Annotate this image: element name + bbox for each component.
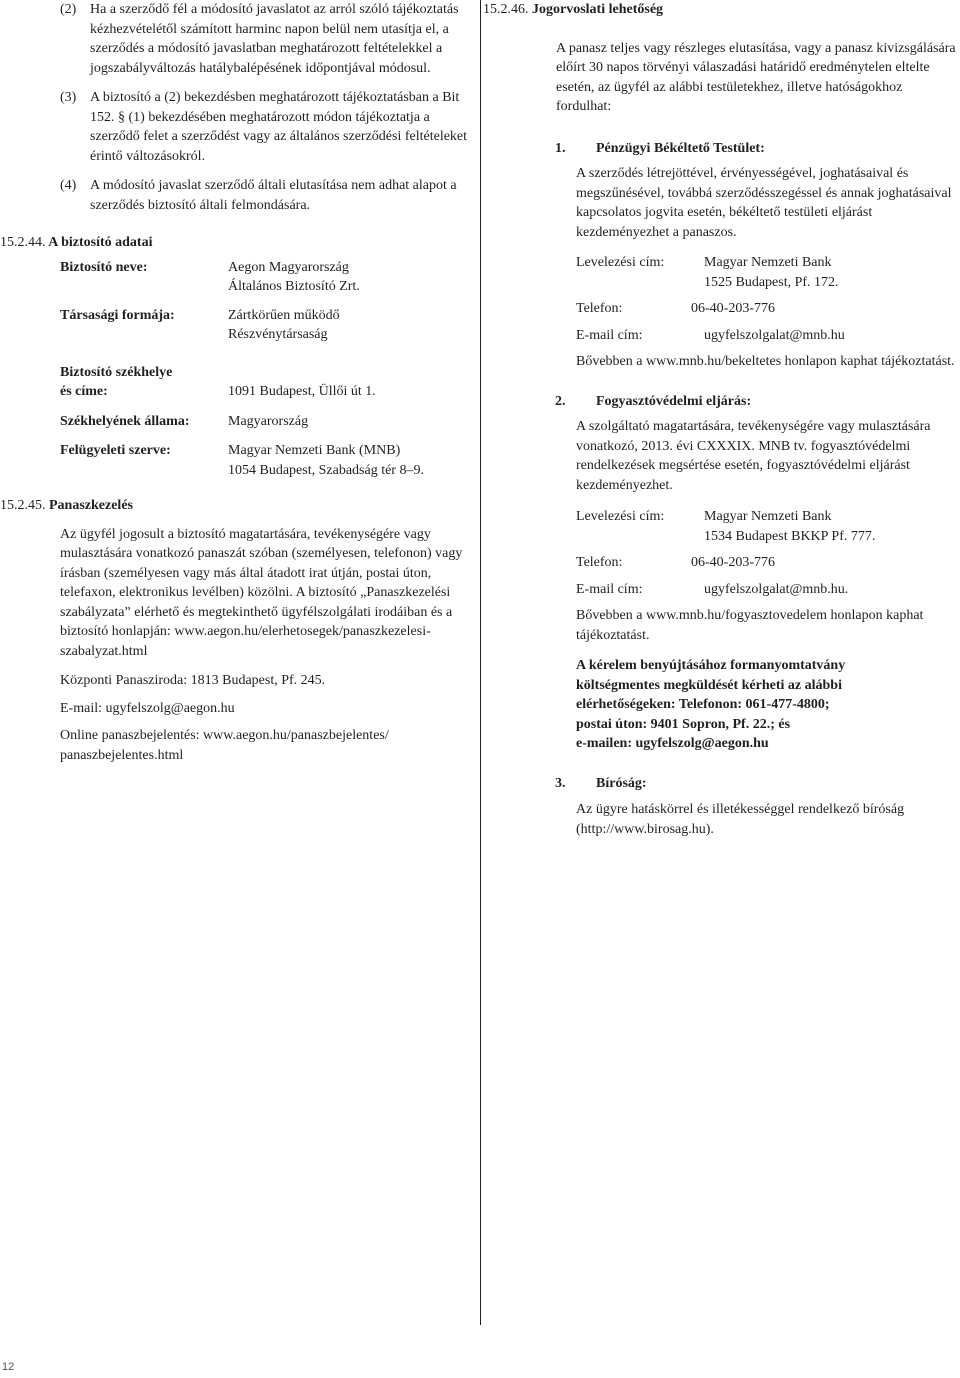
subsection-consumer-protection xyxy=(483,392,960,412)
arbitration-text: A szerződés létrejöttével, érvényességével, joghatásaival és megszűnésével, továbbá szerződésszegéssel és annak joghatásaival kapcsolatos jogvita esetén, békéltető testületi eljárást kezdeményezhet a panaszos. xyxy=(576,166,952,240)
court-body: Az ügyre hatáskörrel és illetékességgel rendelkező bíróság (http://www.birosag.hu). xyxy=(576,802,905,837)
complaints-office: Központi Panasziroda: 1813 Budapest, Pf. 245. xyxy=(60,673,326,688)
address-label: Levelezési cím: xyxy=(576,255,665,270)
arbitration-email-row xyxy=(576,326,960,346)
paragraph-number: (4) xyxy=(60,178,77,193)
arbitration-address-row xyxy=(576,253,960,292)
address-line: 1525 Budapest, Pf. 172. xyxy=(704,274,839,290)
company-form-row xyxy=(60,306,470,345)
seat-label: Biztosító székhelye xyxy=(60,364,173,380)
arbitration-more-info: Bővebben a www.mnb.hu/bekeltetes honlapon kaphat tájékoztatást. xyxy=(576,354,955,369)
consumer-phone-row xyxy=(576,553,960,573)
complaints-email: E-mail: ugyfelszolg@aegon.hu xyxy=(60,700,235,716)
remedy-intro: A panasz teljes vagy részleges elutasítása, vagy a panasz kivizsgálására előírt 30 napos törvényi válaszadási határidő eredménytelen eltelte esetén, az ügyfél az alábbi testületekhez, illetve hatóságokhoz fordulhat: xyxy=(556,40,956,114)
email-value: ugyfelszolgalat@mnb.hu. xyxy=(704,581,849,597)
subsection-number: 1. xyxy=(555,140,566,156)
subsection-number: 3. xyxy=(555,775,566,791)
supervisor-line: 1054 Budapest, Szabadság tér 8–9. xyxy=(228,462,424,478)
insurer-details xyxy=(60,258,470,481)
address-value xyxy=(704,507,960,546)
supervisor-label: Felügyeleti szerve: xyxy=(60,443,171,458)
complaints-body xyxy=(60,525,470,766)
left-column xyxy=(0,0,470,765)
paragraph-text: A módosító javaslat szerződő általi elutasítása nem adhat alapot a szerződés biztosító általi felmondására. xyxy=(90,178,457,213)
phone-value: 06-40-203-776 xyxy=(691,555,775,570)
paragraph-text: Ha a szerződő fél a módosító javaslatot az arról szóló tájékoztatás kézhezvételétől számított harminc napon belül nem utasítja el, a szerződés a módosító javaslatban meghatározott feltételekkel a jogszabályváltozás hatálybalépésének időpontjával módosul. xyxy=(90,2,459,76)
phone-label: Telefon: xyxy=(576,555,623,570)
consumer-more-info: Bővebben a www.mnb.hu/fogyasztovedelem honlapon kaphat tájékoztatást. xyxy=(576,608,924,643)
section-insurer-data xyxy=(0,233,470,480)
subsection-title: Bíróság: xyxy=(596,775,647,791)
address-label: Levelezési cím: xyxy=(576,509,665,524)
section-heading xyxy=(0,496,470,516)
arbitration-body xyxy=(576,164,960,372)
notice-line: A kérelem benyújtásához formanyomtatvány xyxy=(576,658,846,673)
insurer-name-line: Aegon Magyarország xyxy=(228,259,349,275)
company-form-label: Társasági formája: xyxy=(60,307,175,323)
section-title: Jogorvoslati lehetőség xyxy=(532,2,664,17)
phone-value: 06-40-203-776 xyxy=(691,301,775,316)
section-number: 15.2.44. xyxy=(0,235,46,250)
email-label: E-mail cím: xyxy=(576,581,643,597)
seat-row xyxy=(60,363,470,402)
consumer-body xyxy=(576,417,960,754)
consumer-address-row xyxy=(576,507,960,546)
section-complaints xyxy=(0,496,470,765)
supervisor-line: Magyar Nemzeti Bank (MNB) xyxy=(228,443,401,458)
seat-label-2: és címe: xyxy=(60,384,108,399)
address-line: 1534 Budapest BKKP Pf. 777. xyxy=(704,528,876,544)
phone-label: Telefon: xyxy=(576,301,623,316)
supervisor-row xyxy=(60,441,470,480)
state-row xyxy=(60,412,470,432)
insurer-name-line: Általános Biztosító Zrt. xyxy=(228,279,360,294)
state-value: Magyarország xyxy=(228,413,309,429)
notice-line: postai úton: 9401 Sopron, Pf. 22.; és xyxy=(576,716,791,732)
seat-value: 1091 Budapest, Üllői út 1. xyxy=(228,384,376,399)
paragraph-number: (2) xyxy=(60,2,77,17)
consumer-email-row xyxy=(576,580,960,600)
subsection-court xyxy=(483,774,960,794)
company-form-line: Zártkörűen működő xyxy=(228,307,340,323)
right-column xyxy=(483,0,960,839)
section-title: Panaszkezelés xyxy=(49,498,133,513)
email-label: E-mail cím: xyxy=(576,327,643,343)
section-legal-remedy xyxy=(483,0,960,117)
section-heading xyxy=(483,0,960,20)
page-number: 12 xyxy=(2,1361,15,1373)
subsection-title: Fogyasztóvédelmi eljárás: xyxy=(596,393,752,409)
complaints-online: Online panaszbejelentés: www.aegon.hu/panaszbejelentes/ panaszbejelentes.html xyxy=(60,728,389,763)
email-value: ugyfelszolgalat@mnb.hu xyxy=(704,327,845,343)
paragraph-3 xyxy=(10,88,470,166)
insurer-name-row xyxy=(60,258,470,297)
paragraph-2 xyxy=(10,0,470,78)
form-request-notice xyxy=(576,656,960,754)
address-value xyxy=(704,253,960,292)
insurer-name-label: Biztosító neve: xyxy=(60,259,148,275)
address-line: Magyar Nemzeti Bank xyxy=(704,509,832,524)
paragraph-number: (3) xyxy=(60,90,77,105)
notice-line: költségmentes megküldését kérheti az alábbi xyxy=(576,677,842,693)
consumer-text: A szolgáltató magatartására, tevékenységére vagy mulasztására vonatkozó, 2013. évi CXXXIX. MNB tv. fogyasztóvédelmi rendelkezések megsértése esetén, fogyasztóvédelmi eljárást kezdeményezhet. xyxy=(576,419,931,493)
subsection-title: Pénzügyi Békéltető Testület: xyxy=(596,140,765,156)
arbitration-phone-row xyxy=(576,299,960,319)
subsection-number: 2. xyxy=(555,393,566,409)
company-form-line: Részvénytársaság xyxy=(228,327,328,342)
seat-address-row xyxy=(60,382,470,402)
section-number: 15.2.46. xyxy=(483,2,529,17)
notice-line: e-mailen: ugyfelszolg@aegon.hu xyxy=(576,736,769,751)
address-line: Magyar Nemzeti Bank xyxy=(704,255,832,270)
section-number: 15.2.45. xyxy=(0,498,46,513)
company-form-value xyxy=(228,306,470,345)
section-title: A biztosító adatai xyxy=(48,235,153,250)
notice-line: elérhetőségeken: Telefonon: 061-477-4800; xyxy=(576,697,830,712)
complaints-paragraph: Az ügyfél jogosult a biztosító magatartására, tevékenységére vagy mulasztására vonatkozó panaszát szóban (személyesen, telefonon) vagy írásban (személyesen vagy más által átadott irat útján, postai úton, telefaxon, elektronikus levélben) közölni. A biztosító „Panaszkezelési szabályzata” elérhető és megtekinthető ügyfélszolgálati irodáiban és a biztosító honlapján: www.aegon.hu/elerhetosegek/panaszkezelesi-szabalyzat.html xyxy=(60,526,463,659)
section-heading xyxy=(0,233,470,253)
column-divider xyxy=(480,0,481,1325)
paragraph-4 xyxy=(10,176,470,215)
subsection-financial-arbitration xyxy=(483,139,960,159)
supervisor-value xyxy=(228,441,470,480)
paragraph-text: A biztosító a (2) bekezdésben meghatározott tájékoztatásban a Bit 152. § (1) bekezdésében meghatározott módon tájékoztatja a szerződő felet a szerződést vagy az általános szerződési feltételeket érintő változásokról. xyxy=(90,90,468,164)
insurer-name-value xyxy=(228,258,470,297)
state-label: Székhelyének állama: xyxy=(60,413,190,429)
